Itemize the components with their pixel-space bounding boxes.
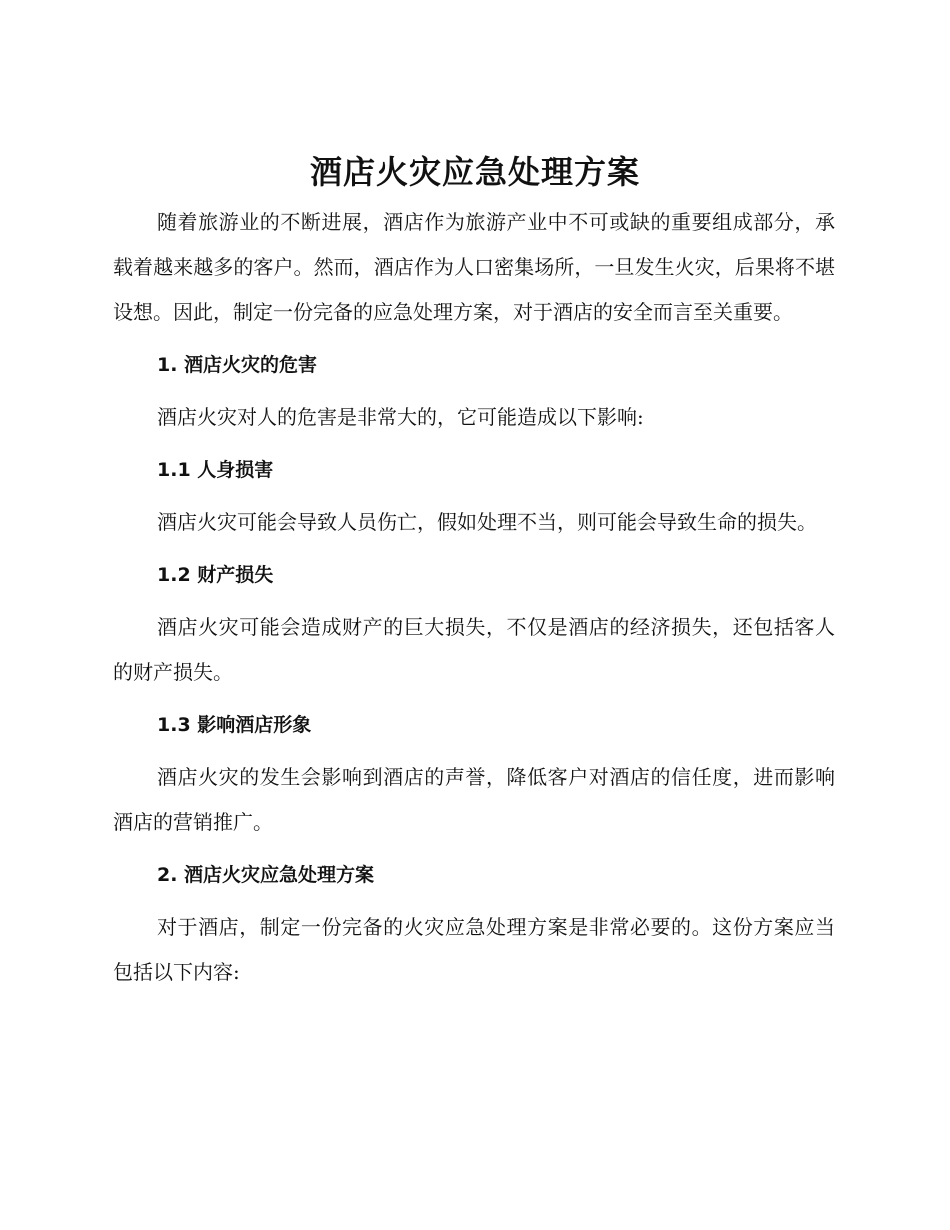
section-1-heading: 1. 酒店火灾的危害 xyxy=(157,354,318,376)
section-2-heading: 2. 酒店火灾应急处理方案 xyxy=(157,864,375,886)
document-body xyxy=(113,200,835,995)
section-1-3-heading: 1.3 影响酒店形象 xyxy=(157,714,312,736)
section-1-2-heading: 1.2 财产损失 xyxy=(157,564,274,586)
section-2-paragraph: 对于酒店，制定一份完备的火灾应急处理方案是非常必要的。这份方案应当包括以下内容: xyxy=(113,915,835,984)
section-1-2-paragraph: 酒店火灾可能会造成财产的巨大损失，不仅是酒店的经济损失，还包括客人的财产损失。 xyxy=(113,615,835,684)
intro-paragraph: 随着旅游业的不断进展，酒店作为旅游产业中不可或缺的重要组成部分，承载着越来越多的客户。然而，酒店作为人口密集场所，一旦发生火灾，后果将不堪设想。因此，制定一份完备的应急处理方案，对于酒店的安全而言至关重要。 xyxy=(113,210,835,324)
section-1-paragraph: 酒店火灾对人的危害是非常大的，它可能造成以下影响: xyxy=(157,405,644,429)
document-title: 酒店火灾应急处理方案 xyxy=(309,153,640,191)
section-1-1-paragraph: 酒店火灾可能会导致人员伤亡，假如处理不当，则可能会导致生命的损失。 xyxy=(157,510,817,534)
section-1-3-paragraph: 酒店火灾的发生会影响到酒店的声誉，降低客户对酒店的信任度，进而影响酒店的营销推广。 xyxy=(113,765,835,834)
section-1-1-heading: 1.1 人身损害 xyxy=(157,459,274,481)
